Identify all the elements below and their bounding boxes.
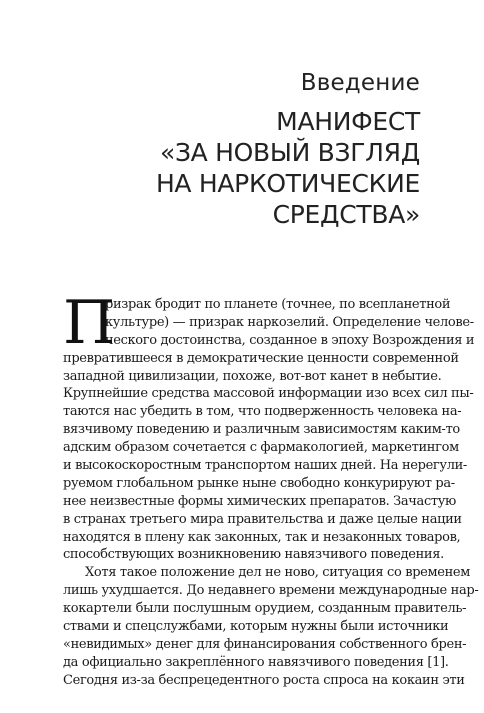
- text-line: западной цивилизации, похоже, вот-вот канет в небытие.: [63, 368, 442, 384]
- text-line: ризрак бродит по планете (точнее, по всепланетной: [105, 297, 451, 312]
- text-line: ческого достоинства, созданное в эпоху Возрождения и: [105, 332, 475, 348]
- chapter-kicker: Введение: [300, 70, 420, 96]
- text-line: нее неизвестные формы химических препаратов. Зачастую: [63, 493, 456, 509]
- text-line: превратившееся в демократические ценности современной: [63, 350, 459, 366]
- text-line: Хотя такое положение дел не ново, ситуация со временем: [85, 565, 471, 581]
- text-line: способствующих возникновению навязчивого поведения.: [63, 547, 444, 563]
- text-line: и высокоскоростным транспортом наших дней. На нерегули-: [63, 458, 467, 474]
- text-line: находятся в плену как законных, так и незаконных товаров,: [63, 529, 461, 545]
- text-line: Сегодня из-за беспрецедентного роста спроса на кокаин эти: [63, 672, 465, 688]
- chapter-title: [60, 106, 420, 230]
- text-line: в странах третьего мира правительства и даже целые нации: [63, 511, 462, 527]
- drop-cap: П: [63, 288, 116, 358]
- text-line: кокартели были послушным орудием, созданным правитель-: [63, 601, 467, 617]
- chapter-title-line: НА НАРКОТИЧЕСКИЕ: [155, 169, 420, 198]
- chapter-title-line: «ЗА НОВЫЙ ВЗГЛЯД: [159, 138, 420, 167]
- text-line: да официально закреплённого навязчивого поведения [1].: [63, 654, 449, 670]
- text-line: адским образом сочетается с фармакологией, маркетингом: [63, 440, 459, 456]
- text-line: культуре) — призрак наркозелий. Определение челове-: [105, 314, 474, 330]
- text-line: Крупнейшие средства массовой информации изо всех сил пы-: [63, 386, 474, 402]
- chapter-title-line: СРЕДСТВА»: [272, 200, 420, 229]
- text-line: лишь ухудшается. До недавнего времени международные нар-: [63, 583, 479, 599]
- text-line: ствами и спецслужбами, которым нужны были источники: [63, 619, 449, 635]
- chapter-title-line: МАНИФЕСТ: [276, 107, 420, 136]
- body-text: [63, 288, 479, 690]
- text-line: вязчивому поведению и различным зависимостям каким-то: [63, 422, 460, 438]
- text-line: таются нас убедить в том, что подверженность человека на-: [63, 404, 462, 420]
- text-line: руемом глобальном рынке ныне свободно конкурируют ра-: [63, 475, 455, 491]
- text-line: «невидимых» денег для финансирования собственного брен-: [63, 636, 467, 652]
